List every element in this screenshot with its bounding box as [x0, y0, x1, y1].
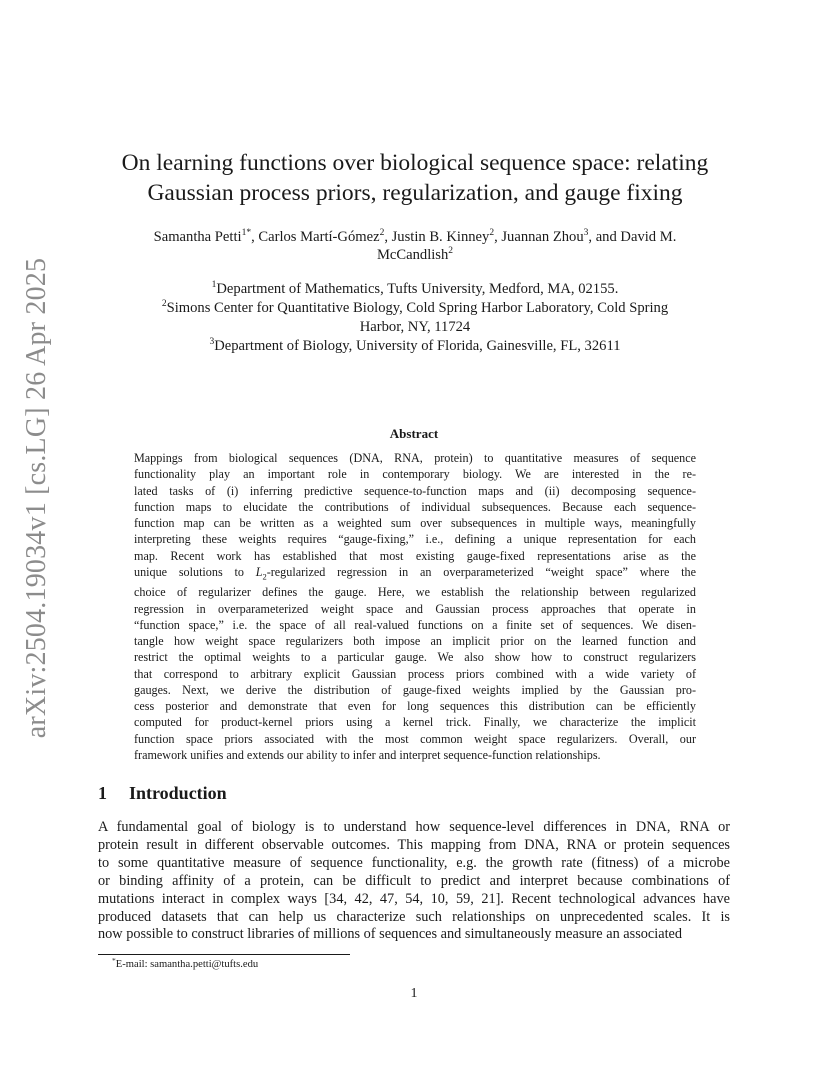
author-name-first-part: David M.: [620, 229, 677, 245]
abstract-line: interpreting these weights requires “gauge-fixing,” i.e., defining a unique representation for each: [134, 532, 696, 547]
author-affil-marker: 2: [448, 246, 454, 256]
section-title: Introduction: [129, 783, 227, 803]
author-line-2: [92, 246, 738, 264]
introduction-line: A fundamental goal of biology is to understand how sequence-level differences in DNA, RNA or: [98, 819, 730, 835]
title-line-2: Gaussian process priors, regularization, and gauge fixing: [147, 180, 683, 206]
affiliation-3: [92, 337, 738, 356]
footnote-divider: [98, 954, 350, 955]
abstract-line: function map can be written as a weighted sum over subsequences in multiple ways, meaningfully: [134, 516, 696, 530]
abstract-line: that correspond to arbitrary explicit Gaussian process priors combined with a wide variety of: [134, 666, 696, 681]
author-name: Juannan Zhou: [501, 229, 584, 245]
affiliation-marker: 3: [209, 337, 215, 347]
abstract-line: choice of regularizer defines the gauge. Here, we establish the relationship between regularized: [134, 585, 696, 600]
affiliation-marker: 2: [161, 299, 167, 309]
introduction-line: now possible to construct libraries of millions of sequences and simultaneously measure an associated: [98, 926, 683, 943]
author-name: Carlos Martí-Gómez: [258, 229, 380, 245]
introduction-line: produced datasets that can help us characterize such relationships on unprecedented scales. It is: [98, 908, 730, 925]
abstract-line: “function space,” i.e. the space of all real-valued functions on a finite set of sequences. We disen-: [134, 617, 696, 632]
author-affil-marker: 1*: [241, 228, 252, 238]
author-line-1: Samantha Petti$^{1*}$, Carlos Martí-Gómez$^2$, Justin B. Kinney$^2$, Juannan Zhou$^3$, and David M.: [153, 228, 677, 245]
introduction-body: [98, 819, 730, 944]
affiliation-2-line-2: [92, 318, 738, 337]
page-number: 1: [410, 986, 418, 1001]
abstract-line: restrict the optimal weights to a particular gauge. We also show how to construct regularizers: [134, 650, 696, 665]
affiliation-marker: 1: [211, 280, 217, 290]
author-list: [92, 228, 738, 264]
introduction-line: protein result in different observable outcomes. This mapping from DNA, RNA or protein sequences: [98, 836, 730, 853]
affiliation-text-part-2: Harbor, NY, 11724: [359, 319, 471, 335]
author-affil-marker: 2: [489, 228, 495, 238]
author-name-second-part: McCandlish: [376, 247, 449, 263]
affiliation-list: [92, 280, 738, 356]
abstract-line: gauges. Next, we derive the distribution of gauge-fixed weights implied by the Gaussian pro-: [134, 682, 696, 697]
affiliation-1: [92, 280, 738, 299]
title-line-1: On learning functions over biological sequence space: relating: [121, 150, 709, 176]
abstract-line: functionality play an important role in contemporary biology. We are interested in the re-: [134, 467, 696, 482]
affiliation-text: Department of Biology, University of Florida, Gainesville, FL, 32611: [214, 338, 621, 354]
footnote-text: E-mail: samantha.petti@tufts.edu: [115, 959, 259, 970]
abstract-line: unique solutions to $L_2$-regularized regression in an overparameterized “weight space” where the: [134, 564, 696, 582]
author-affil-marker: 3: [583, 228, 589, 238]
author-affil-marker: 2: [379, 228, 385, 238]
affiliation-text: Department of Mathematics, Tufts University, Medford, MA, 02155.: [216, 281, 619, 297]
abstract-line: cess posterior and demonstrate that even for long sequences this distribution can be efficiently: [134, 699, 696, 714]
abstract-body: [134, 450, 696, 763]
abstract-line: tangle how weight space regularizers both impose an implicit prior on the learned function and: [134, 634, 696, 649]
abstract-line: function space priors associated with the most common weight space regularizers. Overall, our: [134, 731, 696, 746]
abstract-line: function maps to elucidate the contributions of individual subsequences. Because each sequence-: [134, 499, 696, 514]
author-name: Justin B. Kinney: [391, 229, 490, 245]
abstract-heading: Abstract: [389, 426, 439, 441]
introduction-line: mutations interact in complex ways [34, 42, 47, 54, 10, 59, 21]. Recent technological advances have: [98, 890, 730, 907]
abstract-line: Mappings from biological sequences (DNA, RNA, protein) to quantitative measures of sequence: [134, 451, 696, 465]
section-heading-introduction: [98, 783, 227, 804]
footnote-marker: *: [112, 956, 116, 965]
affiliation-text-part-1: Simons Center for Quantitative Biology, Cold Spring Harbor Laboratory, Cold Spring: [166, 300, 669, 316]
affiliation-2-line-1: [92, 299, 738, 318]
paper-title: [100, 148, 730, 208]
arxiv-identifier-stamp: [18, 258, 56, 738]
footnote: [112, 958, 258, 971]
introduction-line: to some quantitative measure of sequence functionality, e.g. the growth rate (fitness) of a microbe: [98, 854, 730, 871]
abstract-line: computed for product-kernel priors using a kernel trick. Finally, we characterize the implicit: [134, 715, 696, 730]
abstract-line: framework unifies and extends our ability to infer and interpret sequence-function relationships.: [134, 747, 601, 762]
abstract-line: map. Recent work has established that most existing gauge-fixed representations arise as the: [134, 548, 696, 563]
arxiv-identifier-text: arXiv:2504.19034v1 [cs.LG] 26 Apr 2025: [21, 257, 52, 739]
section-number: 1: [98, 783, 107, 803]
abstract-line: regression in overparameterized weight space and Gaussian process approaches that operate in: [134, 601, 696, 616]
author-name: Samantha Petti: [153, 229, 242, 245]
abstract-line: lated tasks of (i) inferring predictive sequence-to-function maps and (ii) decomposing sequence-: [134, 483, 696, 498]
introduction-line: or binding affinity of a protein, can be difficult to predict and interpret because combinations of: [98, 872, 730, 889]
